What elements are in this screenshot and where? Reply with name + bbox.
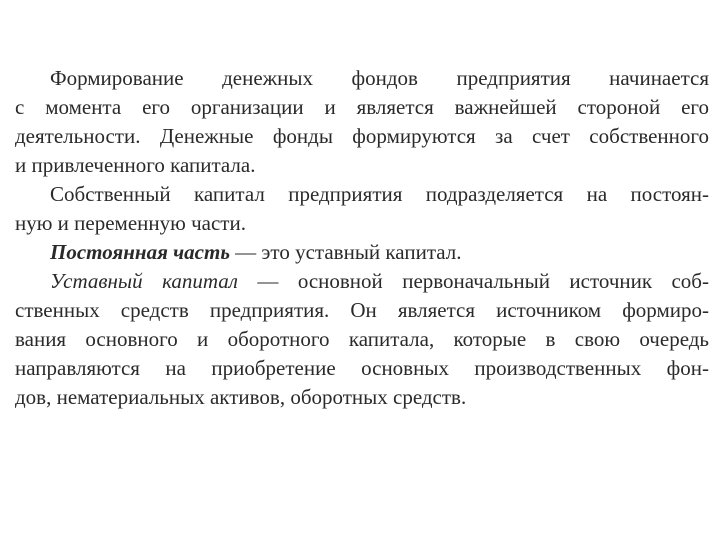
paragraph-line: ную и переменную части.: [15, 211, 246, 235]
paragraph-fixed-part: [15, 238, 709, 267]
paragraph-line: деятельности. Денежные фонды формируются за счет собственного: [15, 124, 709, 148]
term-fixed-part: Постоянная часть: [50, 240, 230, 264]
paragraph-line: вания основного и оборотного капитала, которые в свою очередь: [15, 327, 709, 351]
definition-text: — это уставный капитал.: [229, 240, 462, 264]
paragraph-line: Формирование денежных фондов предприятия начинается: [50, 66, 709, 90]
paragraph-line: [15, 238, 709, 267]
paragraph-own-capital: [15, 180, 709, 238]
paragraph-line: ственных средств предприятия. Он является источником формиро-: [15, 298, 709, 322]
document-text: [15, 64, 709, 412]
paragraph-line: Собственный капитал предприятия подразделяется на постоян-: [50, 182, 709, 206]
paragraph-line: направляются на приобретение основных производственных фон-: [15, 356, 709, 380]
paragraph-line: [15, 267, 709, 296]
paragraph-money-funds: [15, 64, 709, 180]
term-authorized-capital: Уставный капитал: [50, 269, 238, 293]
definition-text: — основной первоначальный источник соб-: [237, 269, 709, 293]
paragraph-line: и привлеченного капитала.: [15, 153, 256, 177]
paragraph-authorized-capital: [15, 267, 709, 412]
paragraph-line: с момента его организации и является важнейшей стороной его: [15, 95, 709, 119]
paragraph-line: дов, нематериальных активов, оборотных средств.: [15, 385, 467, 409]
